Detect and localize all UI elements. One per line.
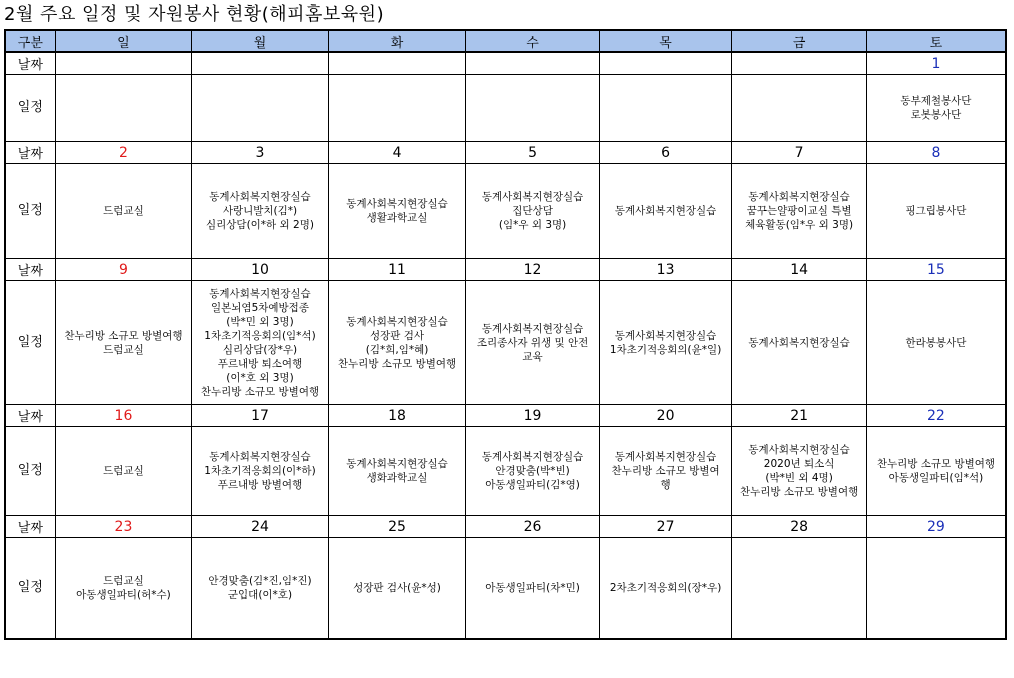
date-cell-tue: [328, 52, 466, 75]
day-header-fri: 금: [732, 30, 867, 52]
schedule-item: 집단상담: [512, 205, 553, 217]
schedule-cell-sun: [55, 164, 192, 259]
schedule-cell-thu: [599, 164, 732, 259]
schedule-row: [5, 75, 1006, 142]
schedule-item: 2차초기적응회의(장*우): [609, 582, 722, 594]
date-row: [5, 52, 1006, 75]
schedule-item: 동계사회복지현장실습: [614, 329, 717, 342]
date-cell-thu: 13: [599, 259, 732, 281]
schedule-cell-sun: [55, 538, 192, 640]
schedule-cell-mon: [192, 427, 329, 516]
schedule-cell-sun: [55, 427, 192, 516]
schedule-row: [5, 281, 1006, 405]
schedule-item: 핑그립봉사단: [905, 205, 967, 217]
date-cell-mon: [192, 52, 329, 75]
date-cell-wed: 12: [466, 259, 600, 281]
day-header-mon: 월: [192, 30, 329, 52]
schedule-item: (임*우 외 3명): [498, 219, 567, 231]
schedule-item: 동계사회복지현장실습: [481, 322, 584, 335]
day-header-tue: 화: [328, 30, 466, 52]
schedule-item: 심리상담(장*우): [222, 343, 298, 356]
date-row-label: 날짜: [5, 142, 55, 164]
schedule-item: 푸르내방 퇴소여행: [217, 357, 303, 370]
schedule-cell-tue: [328, 281, 466, 405]
schedule-item: 동계사회복지현장실습: [346, 315, 448, 328]
date-cell-fri: 21: [732, 405, 867, 427]
date-cell-sat: 1: [866, 52, 1006, 75]
schedule-item: 동계사회복지현장실습: [209, 451, 311, 463]
schedule-cell-thu: [599, 75, 732, 142]
date-cell-tue: 18: [328, 405, 466, 427]
schedule-cell-wed: [466, 281, 600, 405]
schedule-item: 동계사회복지현장실습: [614, 205, 717, 217]
schedule-item: 찬누리방 소규모 방별여행: [200, 385, 320, 398]
schedule-item: 동계사회복지현장실습: [481, 191, 584, 203]
schedule-item: 찬누리방 소규모 방별여: [611, 465, 720, 477]
schedule-item: 1차초기적응회의(임*석): [204, 329, 316, 342]
schedule-row: [5, 164, 1006, 259]
schedule-item: 아동생일파티(차*민): [485, 582, 580, 594]
date-cell-sun: 16: [55, 405, 192, 427]
schedule-cell-sun: [55, 75, 192, 142]
schedule-item: 2020년 퇴소식: [763, 458, 835, 470]
schedule-cell-thu: [599, 427, 732, 516]
date-cell-sat: 29: [866, 516, 1006, 538]
schedule-cell-mon: [192, 538, 329, 640]
schedule-item: 동계사회복지현장실습: [346, 458, 448, 470]
date-row: [5, 405, 1006, 427]
day-header-sun: 일: [55, 30, 192, 52]
schedule-cell-mon: [192, 75, 329, 142]
schedule-item: 동계사회복지현장실습: [748, 336, 850, 349]
schedule-item: 1차초기적응회의(이*하): [204, 465, 316, 477]
schedule-cell-sat: [866, 427, 1006, 516]
schedule-cell-wed: [466, 538, 600, 640]
schedule-cell-wed: [466, 75, 600, 142]
date-cell-tue: 11: [328, 259, 466, 281]
schedule-cell-sat: [866, 281, 1006, 405]
schedule-cell-tue: [328, 75, 466, 142]
schedule-item: (박*민 외 3명): [226, 315, 294, 328]
schedule-row-label: 일정: [5, 75, 55, 142]
date-cell-tue: 4: [328, 142, 466, 164]
date-cell-mon: 17: [192, 405, 329, 427]
schedule-cell-fri: [732, 427, 867, 516]
date-cell-wed: [466, 52, 600, 75]
date-cell-thu: 6: [599, 142, 732, 164]
calendar-table: [4, 29, 1007, 640]
date-cell-sat: 15: [866, 259, 1006, 281]
date-row: [5, 516, 1006, 538]
schedule-item: 동계사회복지현장실습: [748, 444, 850, 456]
schedule-row-label: 일정: [5, 538, 55, 640]
schedule-cell-sat: [866, 164, 1006, 259]
date-cell-wed: 19: [466, 405, 600, 427]
schedule-cell-mon: [192, 281, 329, 405]
schedule-item: 한라봉봉사단: [905, 336, 967, 349]
schedule-cell-sat: [866, 75, 1006, 142]
schedule-cell-thu: [599, 538, 732, 640]
schedule-item: 드럼교실: [103, 205, 144, 217]
day-header-sat: 토: [866, 30, 1006, 52]
schedule-item: 동계사회복지현장실습: [209, 287, 311, 300]
date-row-label: 날짜: [5, 516, 55, 538]
schedule-item: 드럼교실: [103, 465, 144, 477]
schedule-cell-thu: [599, 281, 732, 405]
page-title: 2월 주요 일정 및 자원봉사 현황(해피홈보육원): [4, 4, 385, 25]
date-cell-sat: 22: [866, 405, 1006, 427]
schedule-cell-tue: [328, 538, 466, 640]
schedule-item: 찬누리방 소규모 방별여행: [64, 329, 183, 342]
schedule-item: 동계사회복지현장실습: [209, 191, 311, 203]
date-cell-thu: 20: [599, 405, 732, 427]
date-cell-sun: 23: [55, 516, 192, 538]
schedule-item: 심리상담(이*하 외 2명): [206, 219, 314, 231]
schedule-item: 아동생일파티(임*석): [888, 472, 984, 484]
schedule-row-label: 일정: [5, 164, 55, 259]
schedule-cell-sat: [866, 538, 1006, 640]
schedule-item: (이*호 외 3명): [226, 371, 294, 384]
date-row-label: 날짜: [5, 405, 55, 427]
date-cell-tue: 25: [328, 516, 466, 538]
schedule-item: 찬누리방 소규모 방별여행: [739, 486, 859, 498]
date-cell-wed: 5: [466, 142, 600, 164]
schedule-item: 찬누리방 소규모 방별여행: [876, 458, 996, 470]
date-row: [5, 259, 1006, 281]
schedule-item: 성장판 검사: [369, 329, 425, 342]
date-cell-sun: [55, 52, 192, 75]
schedule-item: 일본뇌염5차예방접종: [211, 301, 309, 314]
date-cell-wed: 26: [466, 516, 600, 538]
schedule-item: 동계사회복지현장실습: [748, 191, 850, 203]
schedule-row-label: 일정: [5, 281, 55, 405]
date-cell-thu: [599, 52, 732, 75]
date-cell-mon: 3: [192, 142, 329, 164]
schedule-cell-mon: [192, 164, 329, 259]
schedule-item: 교육: [522, 350, 543, 363]
schedule-cell-tue: [328, 427, 466, 516]
schedule-item: 로봇봉사단: [910, 109, 962, 121]
schedule-item: 꿈꾸는얄팡이교실 특별: [746, 205, 852, 217]
schedule-item: 생화과학교실: [366, 472, 428, 484]
schedule-item: 드럼교실: [103, 575, 144, 587]
schedule-item: 1차초기적응회의(윤*일): [609, 343, 722, 356]
header-row: [5, 30, 1006, 52]
schedule-cell-wed: [466, 164, 600, 259]
schedule-item: 드럼교실: [103, 343, 144, 356]
schedule-item: 동계사회복지현장실습: [481, 451, 584, 463]
schedule-cell-tue: [328, 164, 466, 259]
schedule-item: (박*빈 외 4명): [765, 472, 833, 484]
schedule-item: 동계사회복지현장실습: [346, 198, 448, 210]
schedule-item: 사랑니발치(김*): [222, 205, 298, 217]
schedule-item: 체육활동(임*우 외 3명): [745, 219, 854, 231]
date-cell-sun: 9: [55, 259, 192, 281]
date-cell-thu: 27: [599, 516, 732, 538]
schedule-cell-fri: [732, 75, 867, 142]
date-cell-mon: 10: [192, 259, 329, 281]
date-row: [5, 142, 1006, 164]
schedule-item: 찬누리방 소규모 방별여행: [337, 357, 457, 370]
header-label: 구분: [5, 30, 55, 52]
schedule-item: 푸르내방 방별여행: [217, 479, 303, 491]
date-cell-fri: 7: [732, 142, 867, 164]
schedule-row: [5, 538, 1006, 640]
date-cell-sun: 2: [55, 142, 192, 164]
date-cell-mon: 24: [192, 516, 329, 538]
date-cell-fri: 14: [732, 259, 867, 281]
schedule-item: 생활과학교실: [366, 212, 428, 224]
schedule-cell-wed: [466, 427, 600, 516]
schedule-item: 성장판 검사(윤*성): [353, 582, 441, 594]
schedule-item: 동부제철봉사단: [900, 95, 972, 107]
schedule-item: 안경맞춤(김*진,임*진): [208, 575, 312, 587]
schedule-cell-sun: [55, 281, 192, 405]
schedule-item: 행: [660, 479, 671, 491]
date-row-label: 날짜: [5, 52, 55, 75]
schedule-cell-fri: [732, 164, 867, 259]
schedule-item: 군입대(이*호): [227, 589, 293, 601]
date-cell-fri: 28: [732, 516, 867, 538]
schedule-row: [5, 427, 1006, 516]
schedule-item: 안경맞춤(박*빈): [495, 465, 570, 477]
day-header-wed: 수: [466, 30, 600, 52]
date-cell-sat: 8: [866, 142, 1006, 164]
schedule-item: 아동생일파티(허*수): [76, 589, 171, 601]
date-cell-fri: [732, 52, 867, 75]
schedule-item: 동계사회복지현장실습: [614, 451, 717, 463]
date-row-label: 날짜: [5, 259, 55, 281]
schedule-item: 조리종사자 위생 및 안전: [476, 336, 589, 349]
schedule-cell-fri: [732, 281, 867, 405]
schedule-item: (김*희,임*혜): [365, 343, 429, 356]
schedule-row-label: 일정: [5, 427, 55, 516]
schedule-cell-fri: [732, 538, 867, 640]
schedule-item: 아동생일파티(김*영): [485, 479, 580, 491]
day-header-thu: 목: [599, 30, 732, 52]
